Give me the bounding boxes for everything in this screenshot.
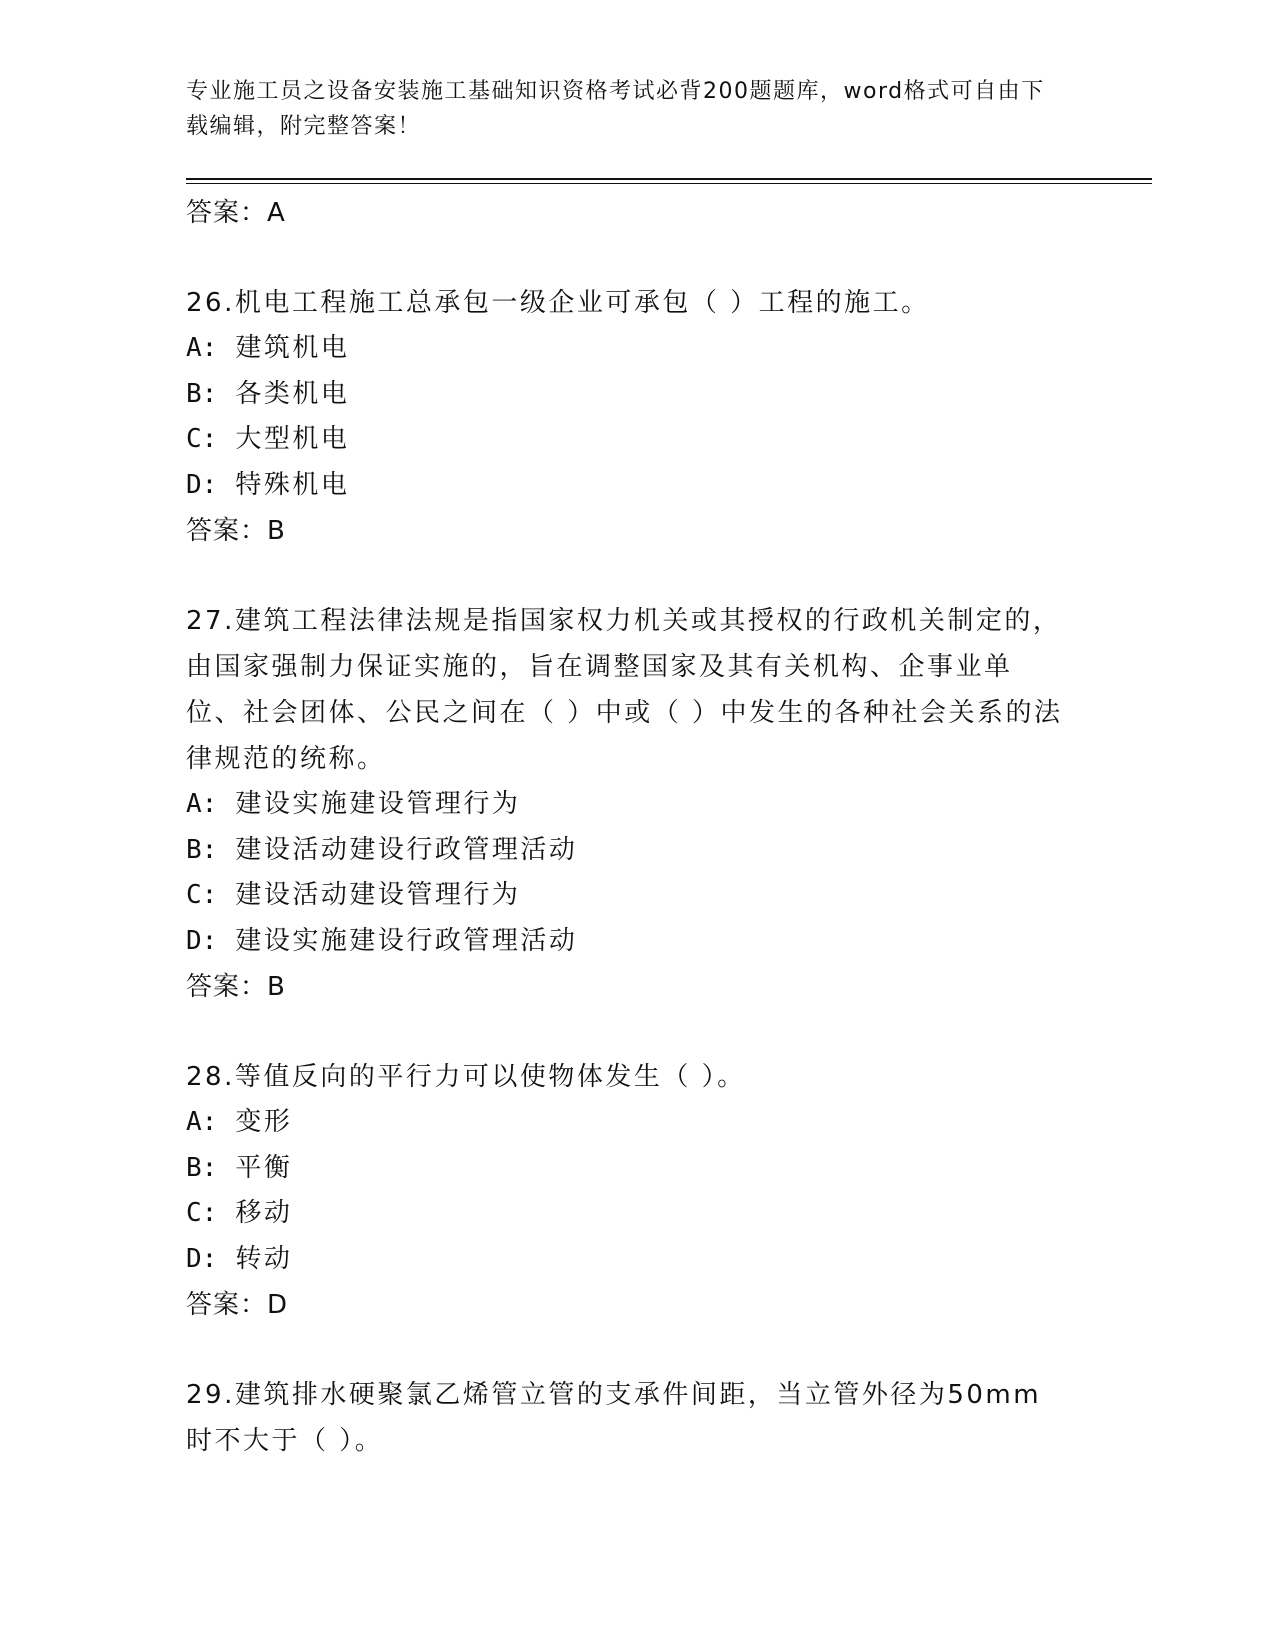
question-29 <box>186 1372 1066 1464</box>
question-26 <box>186 280 1066 554</box>
option-letter: C: <box>186 424 218 454</box>
option-b <box>186 1146 1066 1192</box>
option-letter: A: <box>186 333 218 363</box>
option-text: 建设实施建设管理行为 <box>235 789 521 819</box>
option-text: 特殊机电 <box>235 469 350 500</box>
question-stem: 28.等值反向的平行力可以使物体发生（ ）。 <box>186 1062 746 1092</box>
question-stem: 26.机电工程施工总承包一级企业可承包（ ）工程的施工。 <box>186 288 930 318</box>
option-text: 移动 <box>235 1198 293 1228</box>
option-a <box>186 326 1066 372</box>
option-c <box>186 873 1066 919</box>
header-divider-thin <box>186 183 1152 184</box>
option-text: 平衡 <box>235 1152 293 1183</box>
option-text: 转动 <box>235 1243 293 1274</box>
header-divider-thick <box>186 178 1152 180</box>
option-d <box>186 1237 1066 1283</box>
answer: 答案：D <box>186 1290 289 1320</box>
option-c <box>186 1191 1066 1237</box>
option-letter: B: <box>186 378 218 409</box>
option-letter: B: <box>186 1152 218 1183</box>
option-text: 建设活动建设管理行为 <box>235 880 521 910</box>
option-text: 建设活动建设行政管理活动 <box>235 834 578 865</box>
option-letter: C: <box>186 1198 218 1228</box>
option-letter: D: <box>186 1243 218 1274</box>
option-b <box>186 372 1066 418</box>
question-27 <box>186 598 1066 1010</box>
answer: 答案：B <box>186 516 286 546</box>
option-letter: B: <box>186 834 218 865</box>
option-a <box>186 782 1066 828</box>
question-28 <box>186 1054 1066 1328</box>
option-text: 大型机电 <box>235 424 350 454</box>
question-stem: 27.建筑工程法律法规是指国家权力机关或其授权的行政机关制定的，由国家强制力保证实施的，旨在调整国家及其有关机构、企事业单位、社会团体、公民之间在（ ）中或（ ）中发生的各种社会关系的法律规范的统称。 <box>186 606 1063 774</box>
option-text: 建设实施建设行政管理活动 <box>235 925 578 956</box>
document-header <box>186 74 1066 144</box>
option-b <box>186 828 1066 874</box>
answer-previous: 答案：A <box>186 198 286 228</box>
option-letter: D: <box>186 925 218 956</box>
option-letter: A: <box>186 1107 218 1137</box>
answer: 答案：B <box>186 972 286 1002</box>
option-d <box>186 919 1066 965</box>
page-content <box>186 190 1066 1464</box>
option-text: 建筑机电 <box>235 333 350 363</box>
header-title: 专业施工员之设备安装施工基础知识资格考试必背200题题库，word格式可自由下载编辑，附完整答案！ <box>186 79 1045 139</box>
option-c <box>186 417 1066 463</box>
option-letter: A: <box>186 789 218 819</box>
option-a <box>186 1100 1066 1146</box>
option-text: 各类机电 <box>235 378 350 409</box>
option-letter: D: <box>186 469 218 500</box>
option-text: 变形 <box>235 1107 293 1137</box>
option-letter: C: <box>186 880 218 910</box>
option-d <box>186 463 1066 509</box>
question-stem: 29.建筑排水硬聚氯乙烯管立管的支承件间距，当立管外径为50mm时不大于（ ）。 <box>186 1380 1042 1456</box>
